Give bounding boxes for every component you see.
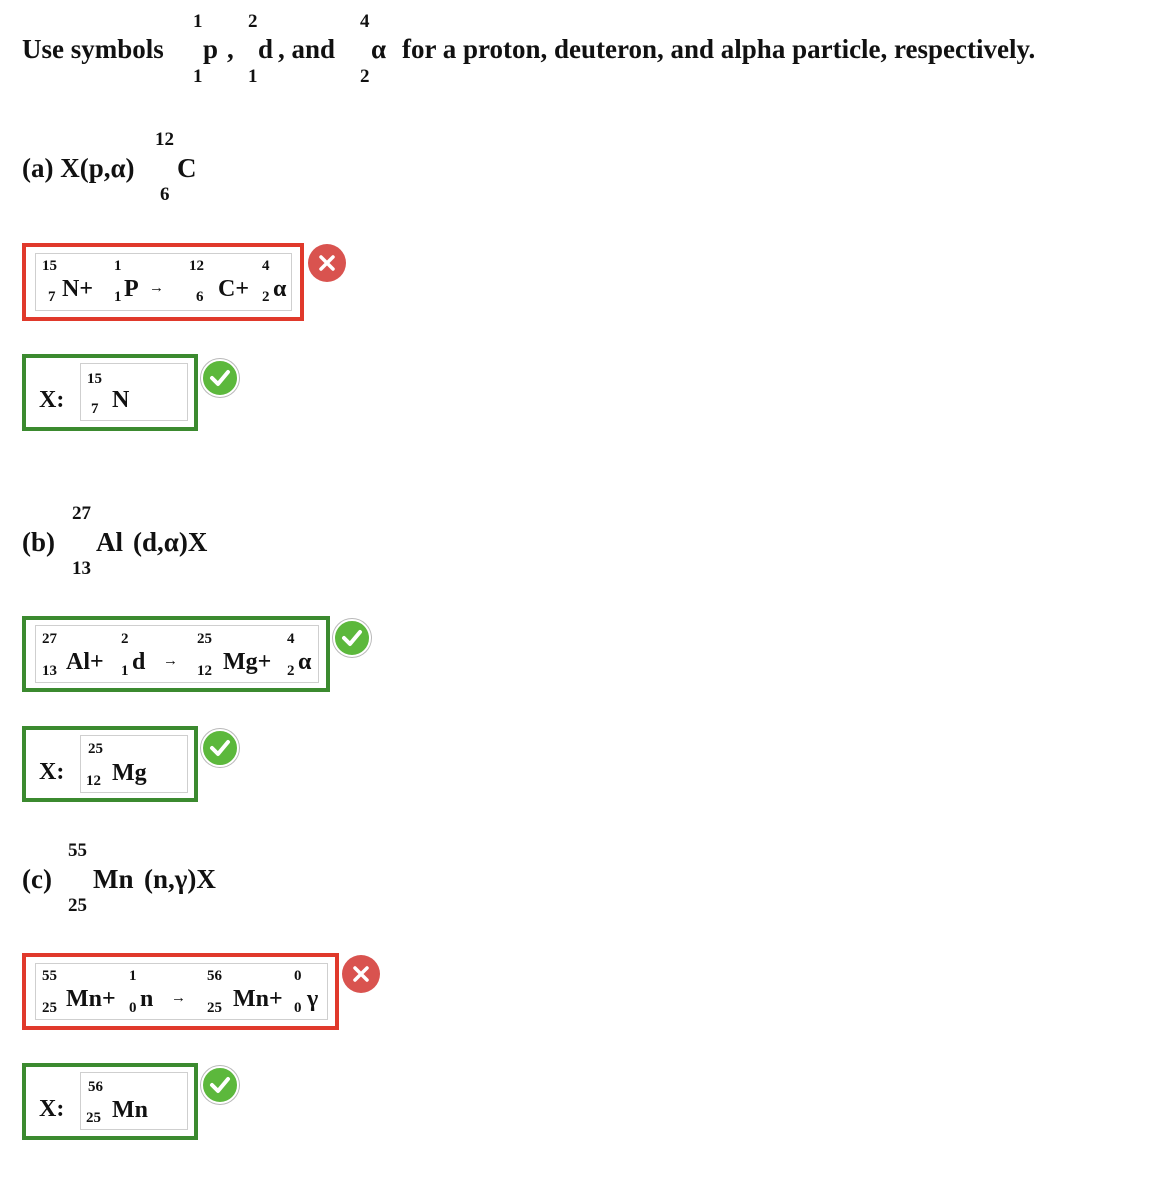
correct-check-icon [333, 619, 371, 657]
correct-check-icon [201, 1066, 239, 1104]
eq-c-t3-z: 25 [207, 1000, 222, 1016]
part-c-nuclide-mass: 55 [68, 840, 87, 861]
part-c-answer-input[interactable] [80, 1072, 188, 1130]
eq-a-t3-z: 6 [196, 289, 204, 305]
eq-b-t3-symbol: Mg+ [223, 649, 272, 675]
eq-b-t1-symbol: Al+ [66, 649, 104, 675]
part-c-answer-box [22, 1063, 198, 1140]
eq-b-t3-mass: 25 [197, 631, 212, 647]
eq-a-t3-mass: 12 [189, 258, 204, 274]
eq-b-t2-z: 1 [121, 663, 129, 679]
intro-suffix: for a proton, deuteron, and alpha particle, respectively. [402, 34, 1036, 64]
eq-b-t3-z: 12 [197, 663, 212, 679]
eq-a-t4-symbol: α [273, 276, 287, 302]
ans-b-symbol: Mg [112, 760, 147, 786]
ans-b-mass: 25 [88, 741, 103, 757]
deuteron-z: 1 [248, 66, 258, 87]
eq-a-t1-z: 7 [48, 289, 56, 305]
intro-prefix: Use symbols [22, 34, 164, 64]
part-a-nuclide-mass: 12 [155, 129, 174, 150]
eq-b-t2-symbol: d [132, 649, 146, 675]
eq-c-t3-mass: 56 [207, 968, 222, 984]
eq-a-t2-z: 1 [114, 289, 122, 305]
part-c-equation-box[interactable] [22, 953, 339, 1030]
arrow-icon: → [149, 280, 164, 296]
ans-c-symbol: Mn [112, 1097, 148, 1123]
correct-check-icon [201, 359, 239, 397]
eq-c-t4-z: 0 [294, 1000, 302, 1016]
eq-b-t1-z: 13 [42, 663, 57, 679]
part-c-nuclide-symbol: Mn [93, 864, 134, 894]
intro-and: , and [278, 34, 336, 64]
alpha-z: 2 [360, 66, 370, 87]
part-b-nuclide-symbol: Al [96, 527, 123, 557]
part-a-answer-input[interactable] [80, 363, 188, 421]
eq-c-t3-symbol: Mn+ [233, 986, 283, 1012]
ans-b-z: 12 [86, 773, 101, 789]
part-b-answer-box [22, 726, 198, 802]
eq-a-t2-symbol: P [124, 276, 139, 302]
eq-c-t2-z: 0 [129, 1000, 137, 1016]
eq-b-t4-z: 2 [287, 663, 295, 679]
incorrect-x-icon [342, 955, 380, 993]
part-a-answer-box [22, 354, 198, 431]
eq-a-t1-symbol: N+ [62, 276, 94, 302]
proton-z: 1 [193, 66, 203, 87]
eq-a-t4-z: 2 [262, 289, 270, 305]
part-b-equation-box[interactable] [22, 616, 330, 692]
part-b-nuclide-mass: 27 [72, 503, 91, 524]
part-b-answer-input[interactable] [80, 735, 188, 793]
eq-a-t3-symbol: C+ [218, 276, 250, 302]
ans-c-z: 25 [86, 1110, 101, 1126]
part-a-equation-input[interactable] [35, 253, 292, 311]
eq-b-t4-symbol: α [298, 649, 312, 675]
eq-c-t4-mass: 0 [294, 968, 302, 984]
eq-a-t4-mass: 4 [262, 258, 270, 274]
correct-check-icon [201, 729, 239, 767]
ans-a-z: 7 [91, 401, 99, 417]
proton-symbol: p [203, 34, 219, 64]
deuteron-symbol: d [258, 34, 274, 64]
part-c-answer-label: X: [39, 1096, 65, 1122]
eq-b-t1-mass: 27 [42, 631, 57, 647]
part-a-equation-box[interactable] [22, 243, 304, 321]
part-b-nuclide-z: 13 [72, 558, 91, 579]
eq-b-t2-mass: 2 [121, 631, 129, 647]
alpha-mass: 4 [360, 11, 370, 32]
proton-mass: 1 [193, 11, 203, 32]
eq-c-t1-mass: 55 [42, 968, 57, 984]
part-a-nuclide-z: 6 [160, 184, 170, 205]
arrow-icon: → [171, 990, 186, 1006]
part-c-equation-input[interactable] [35, 963, 328, 1020]
intro-comma: , [227, 34, 234, 64]
eq-c-t1-symbol: Mn+ [66, 986, 116, 1012]
ans-c-mass: 56 [88, 1079, 103, 1095]
part-a-answer-label: X: [39, 387, 65, 413]
part-c-nuclide-z: 25 [68, 895, 87, 916]
part-a-nuclide-symbol: C [177, 153, 197, 183]
eq-c-t2-mass: 1 [129, 968, 137, 984]
part-c-label: (c) [22, 864, 52, 894]
eq-c-t2-symbol: n [140, 986, 154, 1012]
eq-c-t1-z: 25 [42, 1000, 57, 1016]
ans-a-symbol: N [112, 387, 130, 413]
eq-a-t2-mass: 1 [114, 258, 122, 274]
alpha-symbol: α [371, 34, 387, 64]
part-b-reaction: (d,α)X [133, 527, 208, 557]
eq-a-t1-mass: 15 [42, 258, 57, 274]
part-a-label: (a) X(p,α) [22, 153, 135, 183]
arrow-icon: → [163, 653, 178, 669]
part-b-equation-input[interactable] [35, 625, 319, 683]
ans-a-mass: 15 [87, 371, 102, 387]
deuteron-mass: 2 [248, 11, 258, 32]
eq-c-t4-symbol: γ [307, 986, 319, 1012]
part-c-reaction: (n,γ)X [144, 864, 216, 894]
part-b-label: (b) [22, 527, 55, 557]
eq-b-t4-mass: 4 [287, 631, 295, 647]
incorrect-x-icon [308, 244, 346, 282]
part-b-answer-label: X: [39, 759, 65, 785]
